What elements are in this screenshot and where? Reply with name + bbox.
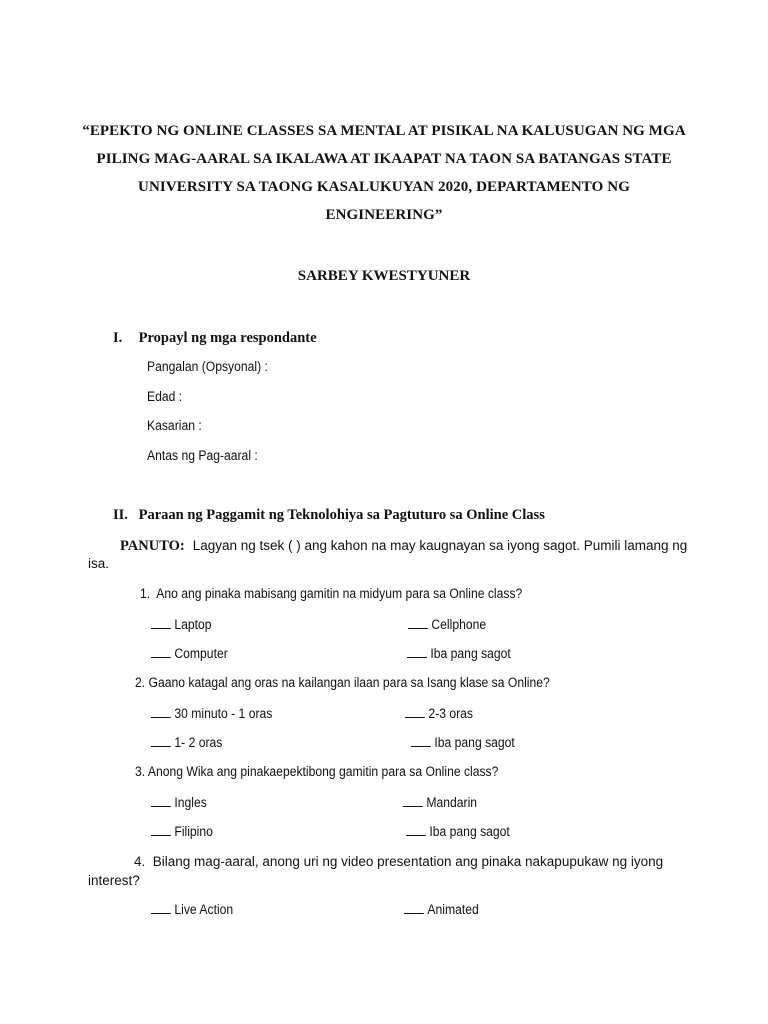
answer-blank[interactable] bbox=[405, 705, 425, 718]
option-label: 2-3 oras bbox=[428, 706, 473, 721]
option-mandarin[interactable] bbox=[403, 794, 477, 810]
field-kasarian: Kasarian : bbox=[147, 418, 202, 433]
question-2 bbox=[135, 675, 550, 690]
answer-blank[interactable] bbox=[151, 794, 171, 807]
question-3-number: 3. bbox=[135, 764, 146, 779]
section-2-heading bbox=[113, 507, 545, 524]
option-laptop[interactable] bbox=[151, 616, 212, 632]
option-1-2-oras[interactable] bbox=[151, 734, 222, 750]
option-live-action[interactable] bbox=[151, 901, 233, 917]
option-label: Computer bbox=[174, 646, 228, 661]
field-antas: Antas ng Pag-aaral : bbox=[147, 448, 258, 463]
option-2-3-oras[interactable] bbox=[405, 705, 473, 721]
instruction-text: Lagyan ng tsek ( ) ang kahon na may kaugnayan sa iyong sagot. Pumili lamang ng isa. bbox=[88, 538, 688, 571]
question-2-text: Gaano katagal ang oras na kailangan ilaan para sa Isang klase sa Online? bbox=[148, 675, 550, 690]
section-1-title: Propayl ng mga respondante bbox=[138, 330, 317, 346]
option-ingles[interactable] bbox=[151, 794, 207, 810]
option-label: Laptop bbox=[174, 617, 212, 632]
option-label: Cellphone bbox=[431, 617, 487, 632]
option-label: Iba pang sagot bbox=[429, 824, 510, 839]
field-edad: Edad : bbox=[147, 389, 183, 404]
field-pangalan: Pangalan (Opsyonal) : bbox=[147, 359, 268, 374]
answer-blank[interactable] bbox=[408, 616, 428, 629]
option-label: Iba pang sagot bbox=[430, 646, 511, 661]
option-label: Animated bbox=[427, 902, 479, 917]
option-iba-pang-sagot-2[interactable] bbox=[411, 734, 515, 750]
option-filipino[interactable] bbox=[151, 823, 213, 839]
question-1-text: Ano ang pinaka mabisang gamitin na midyum para sa Online class? bbox=[156, 586, 523, 601]
answer-blank[interactable] bbox=[151, 705, 171, 718]
question-2-number: 2. bbox=[135, 675, 146, 690]
document-title: “EPEKTO NG ONLINE CLASSES SA MENTAL AT PISIKAL NA KALUSUGAN NG MGA PILING MAG-AARAL SA IKALAWA AT IKAAPAT NA TAON SA BATANGAS STATE UNIVERSITY SA TAONG KASALUKUYAN 2020, DEPARTAMENTO NG ENGINEERING” bbox=[82, 123, 686, 223]
option-label: Ingles bbox=[174, 795, 207, 810]
option-label: 1- 2 oras bbox=[174, 735, 223, 750]
option-animated[interactable] bbox=[404, 901, 479, 917]
section-2-title: Paraan ng Paggamit ng Teknolohiya sa Pagtuturo sa Online Class bbox=[138, 507, 545, 523]
section-1-heading bbox=[113, 330, 317, 347]
answer-blank[interactable] bbox=[151, 901, 171, 914]
answer-blank[interactable] bbox=[403, 794, 423, 807]
question-1 bbox=[140, 586, 522, 601]
question-4-text: Bilang mag-aaral, anong uri ng video presentation ang pinaka nakapupukaw ng iyong interest? bbox=[88, 854, 664, 888]
answer-blank[interactable] bbox=[407, 645, 427, 658]
answer-blank[interactable] bbox=[404, 901, 424, 914]
section-1-number: I. bbox=[113, 330, 123, 346]
question-4 bbox=[88, 852, 688, 890]
option-computer[interactable] bbox=[151, 645, 228, 661]
question-1-number: 1. bbox=[140, 586, 151, 601]
option-iba-pang-sagot-3[interactable] bbox=[406, 823, 510, 839]
question-4-number: 4. bbox=[134, 854, 146, 869]
answer-blank[interactable] bbox=[406, 823, 426, 836]
answer-blank[interactable] bbox=[151, 645, 171, 658]
answer-blank[interactable] bbox=[151, 734, 171, 747]
option-label: Live Action bbox=[174, 902, 234, 917]
answer-blank[interactable] bbox=[411, 734, 431, 747]
instruction-label: PANUTO: bbox=[120, 538, 185, 554]
section-2-number: II. bbox=[113, 507, 128, 523]
option-label: 30 minuto - 1 oras bbox=[174, 706, 273, 721]
option-label: Mandarin bbox=[426, 795, 478, 810]
option-label: Iba pang sagot bbox=[434, 735, 515, 750]
option-label: Filipino bbox=[174, 824, 213, 839]
option-iba-pang-sagot-1[interactable] bbox=[407, 645, 511, 661]
option-cellphone[interactable] bbox=[408, 616, 486, 632]
answer-blank[interactable] bbox=[151, 823, 171, 836]
instruction-paragraph bbox=[88, 537, 688, 573]
answer-blank[interactable] bbox=[151, 616, 171, 629]
question-3-text: Anong Wika ang pinakaepektibong gamitin para sa Online class? bbox=[147, 764, 499, 779]
question-3 bbox=[135, 764, 498, 779]
document-subtitle: SARBEY KWESTYUNER bbox=[297, 268, 471, 284]
option-30-minuto[interactable] bbox=[151, 705, 272, 721]
